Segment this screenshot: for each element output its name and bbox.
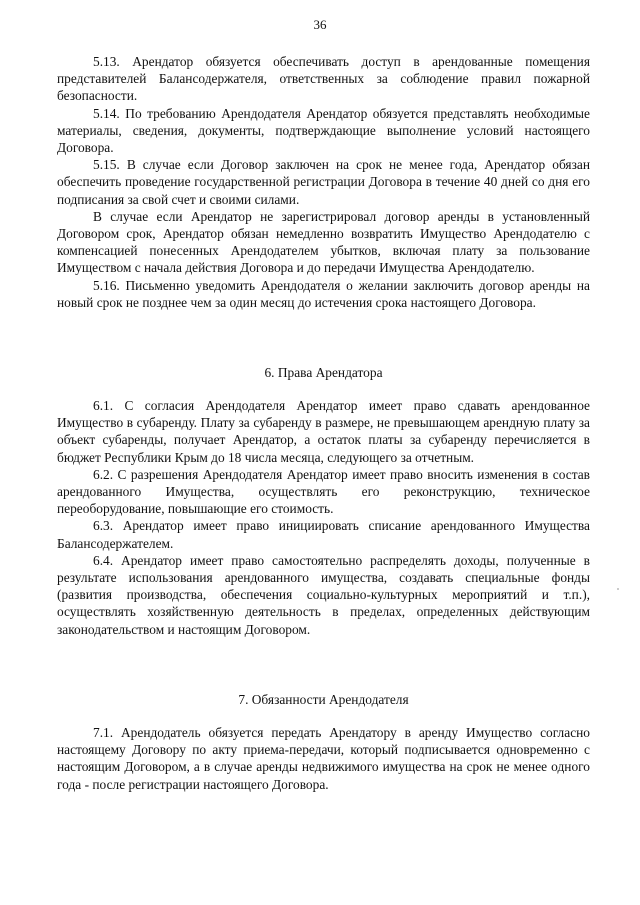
section-6-body [57,397,590,638]
clause-5-14: 5.14. По требованию Арендодателя Арендатор обязуется представлять необходимые материалы, сведения, документы, подтверждающие выполнение условий настоящего Договора. [57,105,590,156]
scan-speck [617,588,619,590]
clause-6-3: 6.3. Арендатор имеет право инициировать списание арендованного Имущества Балансодержателем. [57,518,590,551]
clause-5-13: 5.13. Арендатор обязуется обеспечивать доступ в арендованные помещения представителей Балансодержателя, ответственных за соблюдение правил пожарной безопасности. [57,54,590,104]
section-5-continuation [57,53,590,311]
clause-7-1: 7.1. Арендодатель обязуется передать Арендатору в аренду Имущество согласно настоящему Договору по акту приема-передачи, который подписывается одновременно с настоящим Договором, а в случае аренды недвижимого имущества на срок не менее одного года - после регистрации настоящего Договора. [57,725,590,792]
clause-6-2: 6.2. С разрешения Арендодателя Арендатор имеет право вносить изменения в состав арендованного Имущества, осуществлять его реконструкцию, техническое переоборудование, повышающие его стоимость. [57,466,590,517]
page-number: 36 [313,17,327,32]
clause-5-15: 5.15. В случае если Договор заключен на срок не менее года, Арендатор обязан обеспечить проведение государственной регистрации Договора в течение 40 дней со дня его подписания за свой счет и своими силами. [57,157,590,207]
clause-6-4: 6.4. Арендатор имеет право самостоятельно распределять доходы, полученные в результате использования арендованного имущества, создавать специальные фонды (развития производства, обеспечения социально-культурных мероприятий и т.п.), осуществлять хозяйственную деятельность в пределах, определенных действующим законодательством и настоящим Договором. [57,552,590,637]
section-6-heading: 6. Права Арендатора [264,365,383,380]
clause-5-15-continuation: В случае если Арендатор не зарегистрировал договор аренды в установленный Договором срок, Арендатор обязан немедленно возвратить Имущество Арендодателю с компенсацией понесенных Арендодателем убытков, включая плату за пользование Имуществом с начала действия Договора и до передачи Имущества Арендодателю. [57,208,590,276]
section-7-body [57,724,590,793]
clause-6-1: 6.1. С согласия Арендодателя Арендатор имеет право сдавать арендованное Имущество в субаренду. Плату за субаренду в размере, не превышающем арендную плату за объект субаренды, получает Арендатор, а остаток платы за субаренду перечисляется в бюджет Республики Крым до 18 числа месяца, следующего за отчетным. [57,398,590,465]
section-7-heading: 7. Обязанности Арендодателя [238,692,409,707]
clause-5-16: 5.16. Письменно уведомить Арендодателя о желании заключить договор аренды на новый срок не позднее чем за один месяц до истечения срока настоящего Договора. [57,277,590,310]
